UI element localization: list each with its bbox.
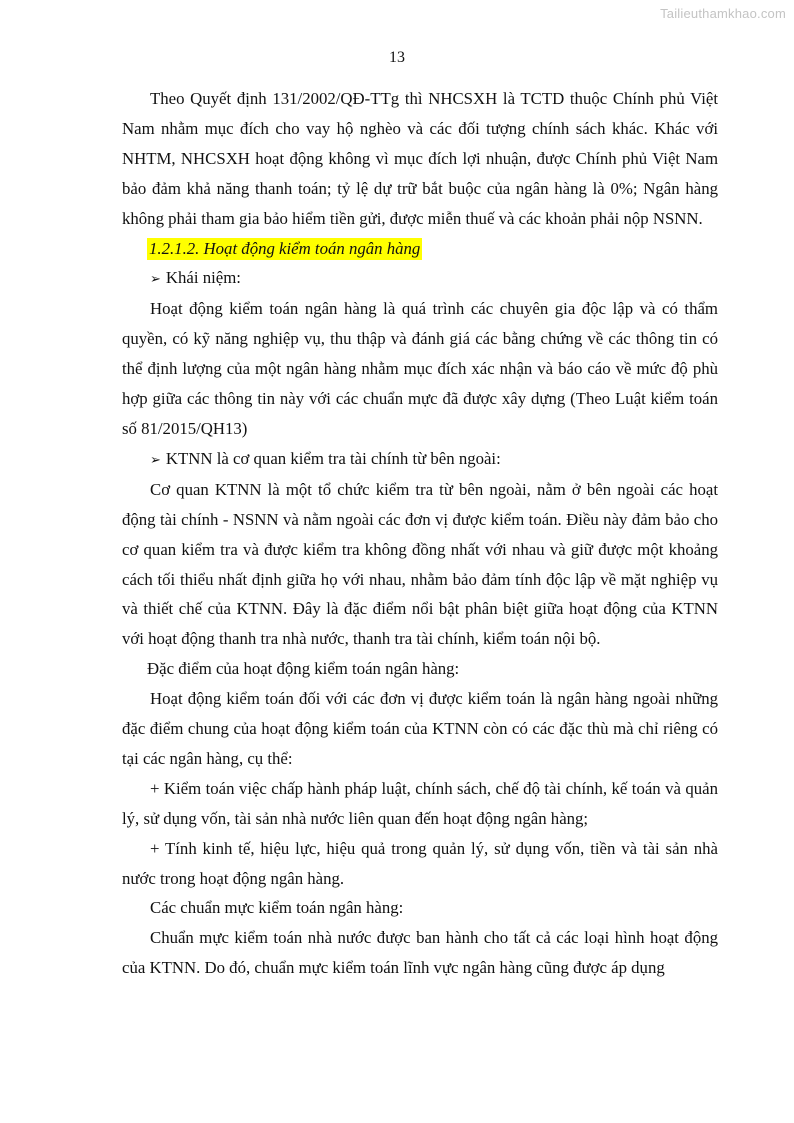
paragraph-definition: Hoạt động kiểm toán ngân hàng là quá trình các chuyên gia độc lập và có thẩm quyền, có kỹ năng nghiệp vụ, thu thập và đánh giá các bằng chứng về các thông tin có thể định lượng của một ngân hàng nhằm mục đích xác nhận và báo cáo về mức độ phù hợp giữa các thông tin này với các chuẩn mực đã được xây dựng (Theo Luật kiểm toán số 81/2015/QH13) [122, 299, 718, 438]
bullet-item-ktnn [150, 444, 718, 475]
watermark-text: Tailieuthamkhao.com [660, 6, 786, 21]
bullet-label: KTNN là cơ quan kiểm tra tài chính từ bên ngoài: [165, 448, 501, 468]
page-number: 13 [389, 49, 405, 66]
list-item-compliance: + Kiểm toán việc chấp hành pháp luật, chính sách, chế độ tài chính, kế toán và quản lý, sử dụng vốn, tài sản nhà nước liên quan đến hoạt động ngân hàng; [122, 778, 718, 828]
bullet-item-concept [150, 263, 718, 294]
arrow-bullet-icon: ➢ [150, 451, 161, 467]
paragraph-characteristics: Hoạt động kiểm toán đối với các đơn vị được kiểm toán là ngân hàng ngoài những đặc điểm chung của hoạt động kiểm toán của KTNN còn có các đặc thù mà chỉ riêng có tại các ngân hàng, cụ thể: [122, 689, 718, 768]
section-heading [147, 234, 718, 264]
document-body [122, 84, 718, 983]
paragraph-standards: Chuẩn mực kiểm toán nhà nước được ban hành cho tất cả các loại hình hoạt động của KTNN. Do đó, chuẩn mực kiểm toán lĩnh vực ngân hàng cũng được áp dụng [122, 928, 718, 978]
paragraph-characteristics-title: Đặc điểm của hoạt động kiểm toán ngân hàng: [147, 659, 460, 679]
paragraph-ktnn-external: Cơ quan KTNN là một tổ chức kiểm tra từ bên ngoài, nằm ở bên ngoài các hoạt động tài chính - NSNN và nằm ngoài các đơn vị được kiểm toán. Điều này đảm bảo cho cơ quan kiểm tra và được kiểm tra không đồng nhất với nhau và giữ được một khoảng cách tối thiểu nhất định giữa họ với nhau, nhằm bảo đảm tính độc lập về mặt nghiệp vụ và thiết chế của KTNN. Đây là đặc điểm nổi bật phân biệt giữa hoạt động của KTNN với hoạt động thanh tra nhà nước, thanh tra tài chính, kiểm toán nội bộ. [122, 479, 718, 649]
paragraph-standards-title: Các chuẩn mực kiểm toán ngân hàng: [150, 898, 404, 918]
highlighted-heading-text: 1.2.1.2. Hoạt động kiểm toán ngân hàng [149, 238, 421, 258]
list-item-efficiency: + Tính kinh tế, hiệu lực, hiệu quả trong quản lý, sử dụng vốn, tiền và tài sản nhà nước trong hoạt động ngân hàng. [122, 838, 718, 888]
paragraph-nhcsxh: Theo Quyết định 131/2002/QĐ-TTg thì NHCSXH là TCTD thuộc Chính phủ Việt Nam nhằm mục đích cho vay hộ nghèo và các đối tượng chính sách khác. Khác với NHTM, NHCSXH hoạt động không vì mục đích lợi nhuận, được Chính phủ Việt Nam bảo đảm khả năng thanh toán; tỷ lệ dự trữ bắt buộc của ngân hàng là 0%; Ngân hàng không phải tham gia bảo hiểm tiền gửi, được miễn thuế và các khoản phải nộp NSNN. [122, 89, 718, 228]
bullet-label: Khái niệm: [165, 268, 241, 288]
arrow-bullet-icon: ➢ [150, 271, 161, 287]
